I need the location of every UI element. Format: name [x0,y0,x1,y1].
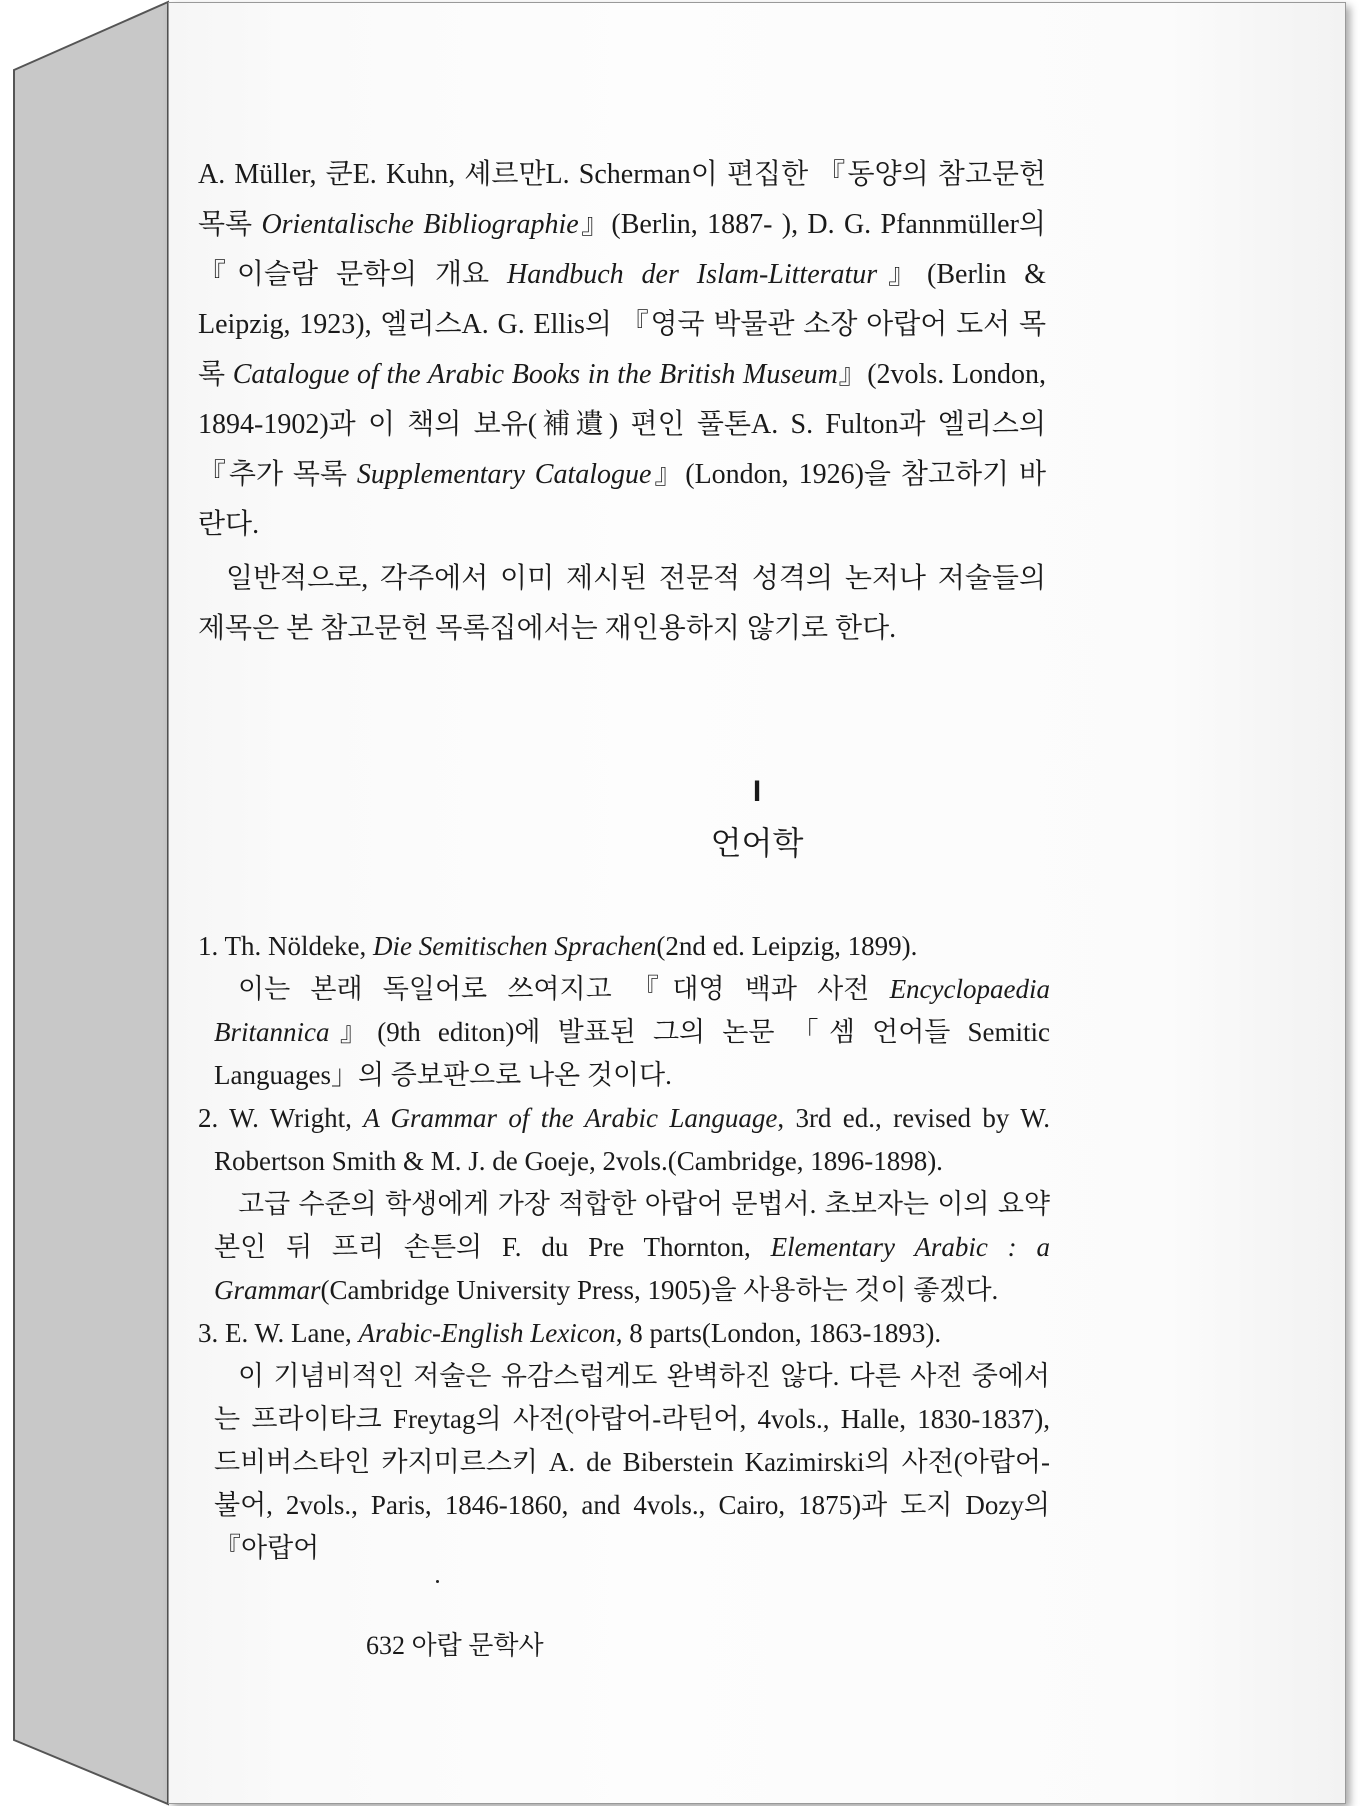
intro-paragraph-2: 일반적으로, 각주에서 이미 제시된 전문적 성격의 논저나 저술들의 제목은 본 참고문헌 목록집에서는 재인용하지 않기로 한다. [198,563,1046,644]
section-number: I [752,775,762,808]
text-run: 』(London, 1926)을 참고하기 바란다. [198,459,1046,540]
title-italic: Catalogue of the Arabic Books in the British Museum [232,359,838,390]
text-run: 2. W. Wright, [198,1103,364,1133]
entry-citation [198,925,1050,968]
entry-citation [198,1312,1050,1355]
intro-paragraph-1 [198,150,1046,550]
entry-annotation [198,1183,1050,1312]
text-run: 이 기념비적인 저술은 유감스럽게도 완벽하진 않다. 다른 사전 중에서는 프라이타크 Freytag의 사전(아랍어-라틴어, 4vols., Halle, 1830-1837), 드비버스타인 카지미르스키 A. de Biberstein Kazimirski의 사전(아랍어-불어, 2vols., Paris, 1846-1860, and 4vols., Cairo, 1875)과 도지 Dozy의 『아랍어 [214,1361,1050,1563]
title-italic: Elementary Arabic : a Grammar [214,1232,1050,1305]
text-run: , 3rd ed., revised by W. Robertson Smith & M. J. de Goeje, 2vols.(Cambridge, 1896-1898). [214,1103,1050,1176]
bibliography-entry [198,1312,1050,1570]
text-run: 』(2vols. London, 1894-1902)과 이 책의 보유(補遺) 편인 풀톤A. S. Fulton과 엘리스의 『추가 목록 [198,359,1046,490]
entry-citation [198,1097,1050,1183]
title-italic: Supplementary Catalogue [356,459,652,490]
text-run: 』(9th editon)에 발표된 그의 논문 「셈 언어들 Semitic Languages」의 증보판으로 나온 것이다. [214,1017,1050,1090]
bibliography-list [198,925,1050,1570]
title-italic: Orientalische Bibliographie [261,209,579,240]
text-run: 이는 본래 독일어로 쓰여지고 『대영 백과 사전 [238,974,890,1004]
bibliography-entry [198,1097,1050,1312]
text-run: (Cambridge University Press, 1905)을 사용하는 것이 좋겠다. [320,1275,999,1305]
text-run: , 8 parts(London, 1863-1893). [615,1318,942,1348]
text-run: 고급 수준의 학생에게 가장 적합한 아랍어 문법서. 초보자는 이의 요약본인 뒤 프리 손튼의 F. du Pre Thornton, [214,1189,1050,1262]
title-italic: Arabic-English Lexicon [358,1318,616,1348]
bibliography-entry [198,925,1050,1097]
title-italic: Handbuch der Islam-Litteratur [506,259,878,290]
text-run: (2nd ed. Leipzig, 1899). [656,931,918,961]
title-italic: Encyclopaedia Britannica [214,974,1050,1047]
title-italic: Die Semitischen Sprachen [372,931,657,961]
text-run: 1. Th. Nöldeke, [198,931,373,961]
title-italic: A Grammar of the Arabic Language [363,1103,778,1133]
entry-annotation [198,968,1050,1097]
text-run: 』(Berlin & Leipzig, 1923), 엘리스A. G. Ellis의 『영국 박물관 소장 아랍어 도서 목록 [198,259,1047,390]
text-run: 』(Berlin, 1887- ), D. G. Pfannmüller의 『이슬람 문학의 개요 [198,209,1046,290]
page-footer: 632 아랍 문학사 [366,1631,544,1660]
text-run: A. Müller, 쿤E. Kuhn, 셰르만L. Scherman이 편집한 『동양의 참고문헌 목록 [198,159,1046,240]
section-title: 언어학 [710,824,804,862]
intro-text [198,150,1046,654]
text-run: 3. E. W. Lane, [198,1318,359,1348]
stray-mark [436,1580,439,1583]
entry-annotation [198,1355,1050,1570]
